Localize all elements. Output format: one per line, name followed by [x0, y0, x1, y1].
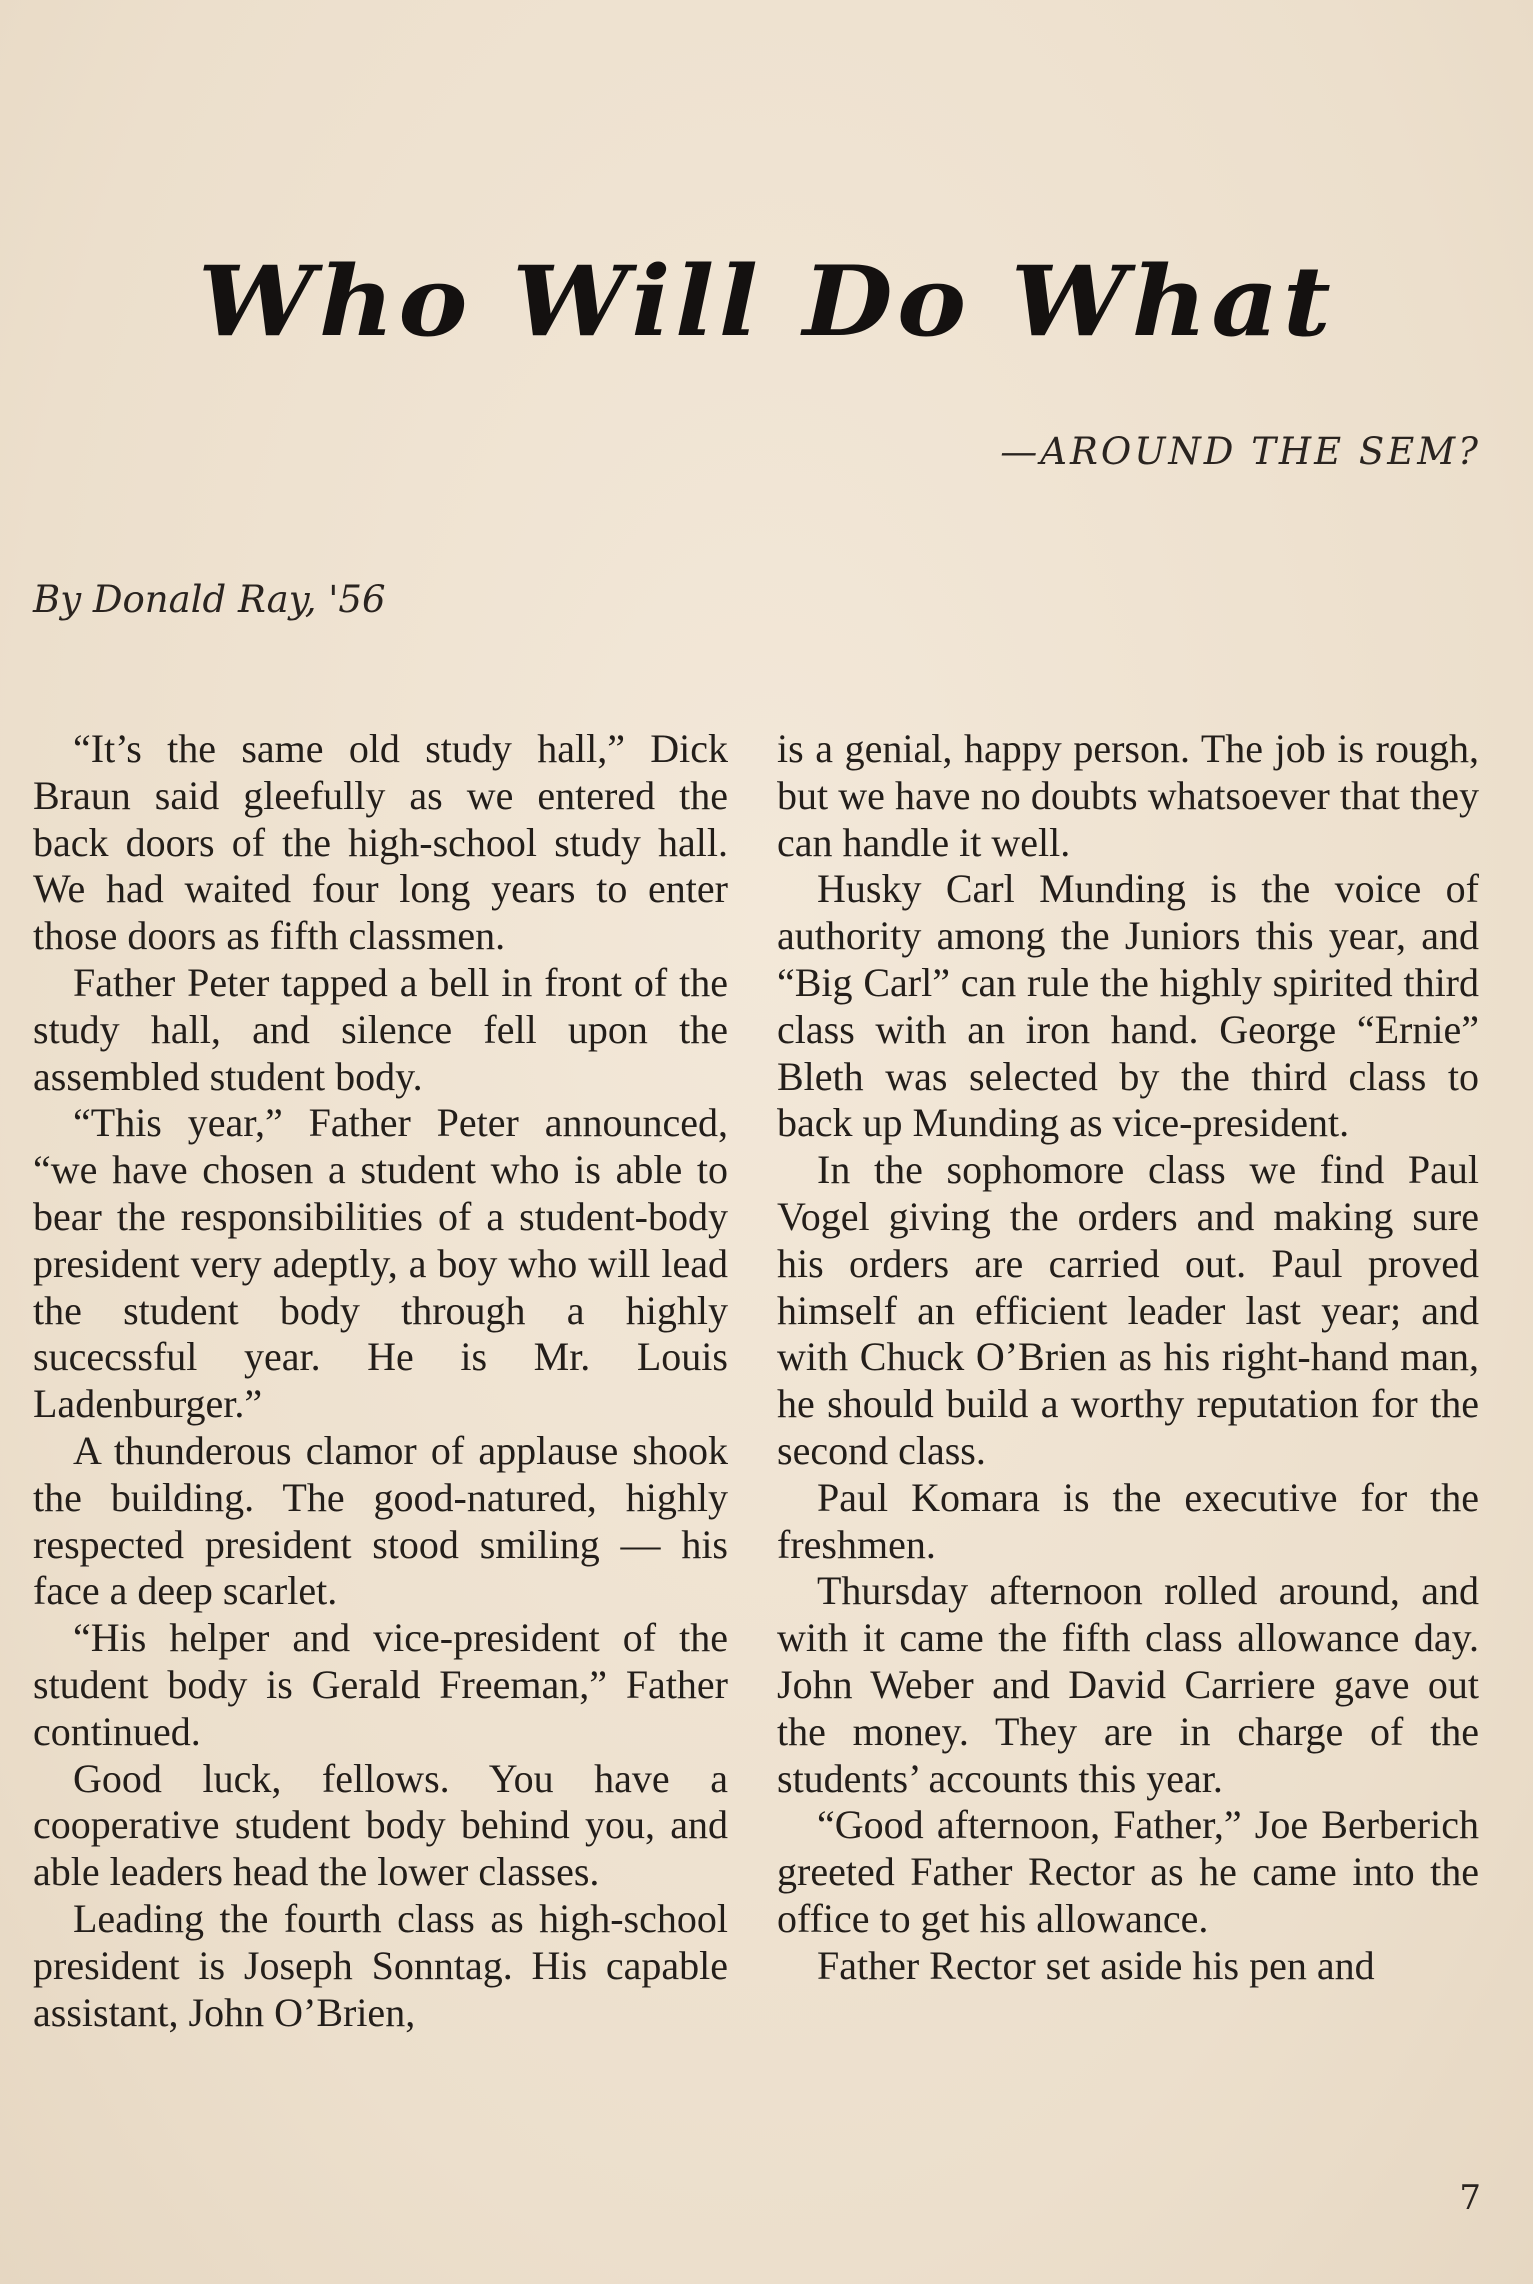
paragraph: Leading the fourth class as high-school president is Joseph Sonntag. His capable assistant, John O’Brien,	[33, 1895, 728, 2035]
right-column	[777, 726, 1479, 1990]
paragraph: Paul Komara is the executive for the freshmen.	[777, 1474, 1479, 1567]
left-column	[33, 726, 728, 2036]
paragraph: Father Peter tapped a bell in front of the study hall, and silence fell upon the assembled student body.	[33, 959, 728, 1099]
paragraph: is a genial, happy person. The job is rough, but we have no doubts whatsoever that they can handle it well.	[777, 726, 1479, 865]
article-byline: By Donald Ray, '56	[33, 578, 386, 621]
article-title: Who Will Do What	[197, 245, 1336, 358]
paragraph: “His helper and vice-president of the student body is Gerald Freeman,” Father continued.	[33, 1615, 728, 1754]
paragraph: Husky Carl Munding is the voice of authority among the Juniors this year, and “Big Carl” can rule the highly spirited third class with an iron hand. George “Ernie” Bleth was selected by the third class to back up Munding as vice-president.	[777, 866, 1479, 1146]
paragraph: “It’s the same old study hall,” Dick Braun said gleefully as we entered the back doors of the high-school study hall. We had waited four long years to enter those doors as fifth classmen.	[33, 726, 728, 959]
page-number: 7	[1459, 2178, 1481, 2218]
paragraph: In the sophomore class we find Paul Vogel giving the orders and making sure his orders are carried out. Paul proved himself an efficient leader last year; and with Chuck O’Brien as his right-hand man, he should build a worthy reputation for the second class.	[777, 1147, 1479, 1473]
paragraph: A thunderous clamor of applause shook the building. The good-natured, highly respected president stood smiling — his face a deep scarlet.	[33, 1427, 728, 1614]
paragraph: Thursday afternoon rolled around, and with it came the fifth class allowance day. John Weber and David Carriere gave out the money. They are in charge of the students’ accounts this year.	[777, 1568, 1479, 1801]
paragraph: Good luck, fellows. You have a cooperative student body behind you, and able leaders head the lower classes.	[33, 1755, 728, 1895]
article-subtitle: —AROUND THE SEM?	[1000, 430, 1481, 473]
paragraph: Father Rector set aside his pen and	[817, 1942, 1375, 1988]
paragraph: “Good afternoon, Father,” Joe Berberich greeted Father Rector as he came into the office to get his allowance.	[777, 1802, 1479, 1941]
paragraph: “This year,” Father Peter announced, “we have chosen a student who is able to bear the responsibilities of a student-body president very adeptly, a boy who will lead the student body through a highly sucecssful year. He is Mr. Louis Ladenburger.”	[33, 1100, 728, 1427]
